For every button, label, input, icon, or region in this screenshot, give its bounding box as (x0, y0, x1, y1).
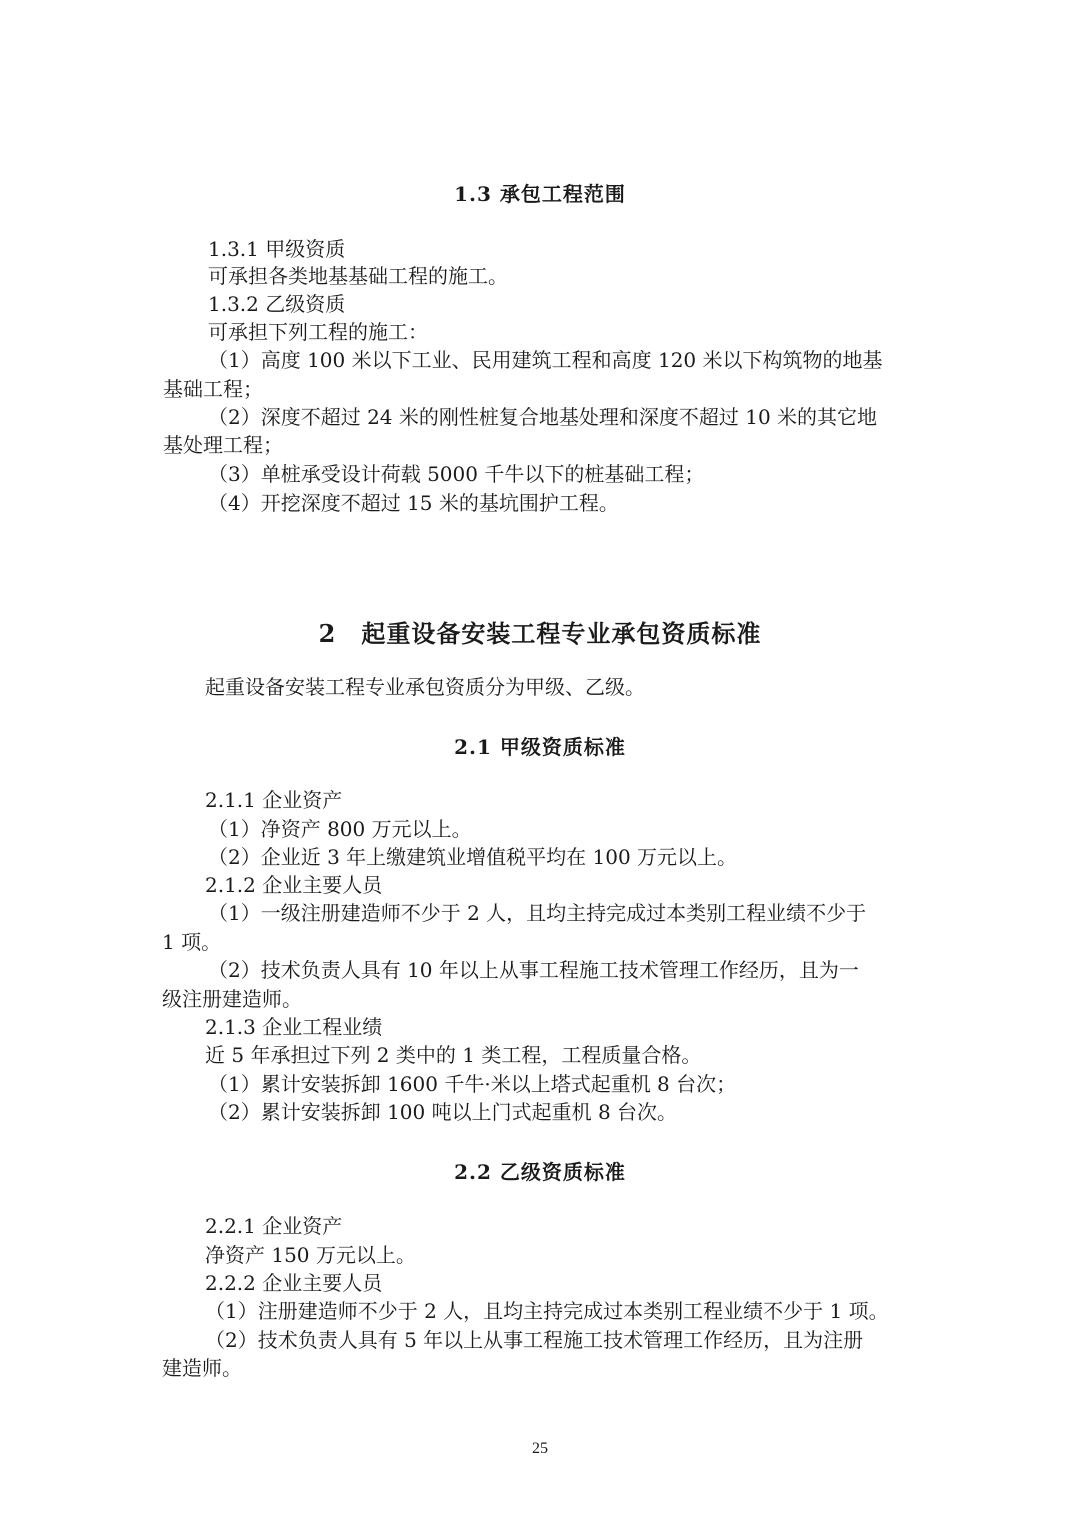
list-item-continuation: 级注册建造师。 (162, 987, 302, 1011)
heading-2-1: 2.1 甲级资质标准 (454, 735, 626, 759)
paragraph: 净资产 150 万元以上。 (205, 1243, 416, 1267)
list-item: （1）净资产 800 万元以上。 (208, 817, 472, 841)
list-item-continuation: 1 项。 (162, 930, 222, 954)
list-item: （2）技术负责人具有 10 年以上从事工程施工技术管理工作经历，且为一 (208, 958, 859, 982)
heading-1-3: 1.3 承包工程范围 (454, 182, 626, 206)
clause-2-1-1: 2.1.1 企业资产 (205, 788, 343, 812)
section-2-intro: 起重设备安装工程专业承包资质分为甲级、乙级。 (205, 675, 645, 699)
list-item-continuation: 基处理工程； (163, 433, 283, 457)
list-item: （1）高度 100 米以下工业、民用建筑工程和高度 120 米以下构筑物的地基 (208, 348, 883, 372)
list-item: （1）累计安装拆卸 1600 千牛·米以上塔式起重机 8 台次； (208, 1072, 737, 1096)
list-item: （4）开挖深度不超过 15 米的基坑围护工程。 (208, 491, 619, 515)
list-item-continuation: 基础工程； (163, 377, 263, 401)
list-item: （3）单桩承受设计荷载 5000 千牛以下的桩基础工程； (208, 462, 705, 486)
list-item: （2）企业近 3 年上缴建筑业增值税平均在 100 万元以上。 (208, 845, 738, 869)
list-item: （1）注册建造师不少于 2 人，且均主持完成过本类别工程业绩不少于 1 项。 (205, 1299, 889, 1323)
clause-2-1-2: 2.1.2 企业主要人员 (205, 873, 383, 897)
list-item: （1）一级注册建造师不少于 2 人，且均主持完成过本类别工程业绩不少于 (208, 901, 867, 925)
heading-2: 2 起重设备安装工程专业承包资质标准 (318, 619, 762, 648)
clause-1-3-2: 1.3.2 乙级资质 (208, 292, 346, 316)
paragraph: 可承担下列工程的施工： (208, 320, 428, 344)
clause-2-1-3: 2.1.3 企业工程业绩 (205, 1015, 383, 1039)
clause-1-3-1: 1.3.1 甲级资质 (208, 237, 346, 261)
list-item: （2）累计安装拆卸 100 吨以上门式起重机 8 台次。 (208, 1100, 678, 1124)
list-item: （2）技术负责人具有 5 年以上从事工程施工技术管理工作经历，且为注册 (205, 1328, 864, 1352)
clause-2-2-1: 2.2.1 企业资产 (205, 1214, 343, 1238)
paragraph: 可承担各类地基基础工程的施工。 (208, 264, 508, 288)
list-item: （2）深度不超过 24 米的刚性桩复合地基处理和深度不超过 10 米的其它地 (208, 405, 878, 429)
list-item-continuation: 建造师。 (162, 1356, 242, 1380)
clause-2-2-2: 2.2.2 企业主要人员 (205, 1271, 383, 1295)
paragraph: 近 5 年承担过下列 2 类中的 1 类工程，工程质量合格。 (205, 1043, 702, 1067)
page-number: 25 (532, 1440, 548, 1457)
heading-2-2: 2.2 乙级资质标准 (454, 1160, 626, 1184)
